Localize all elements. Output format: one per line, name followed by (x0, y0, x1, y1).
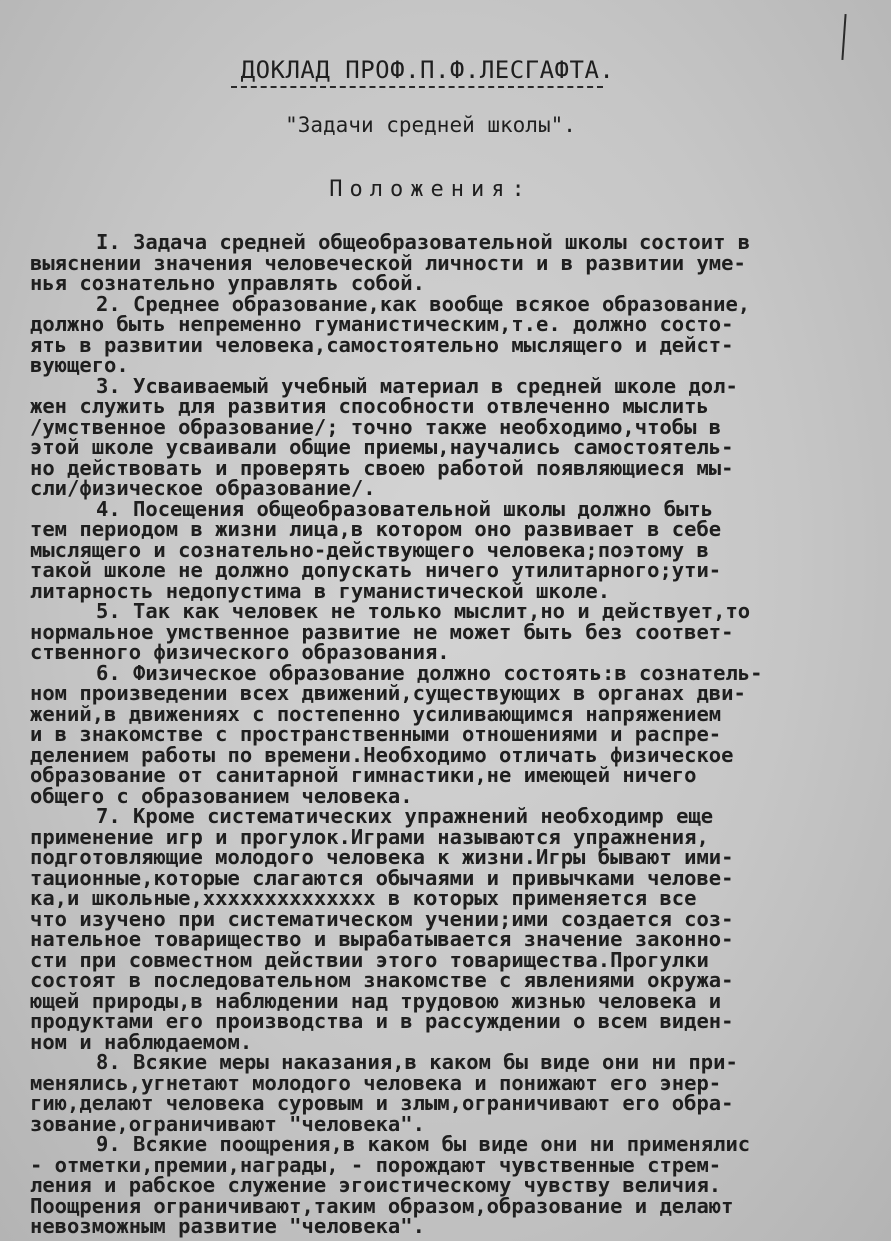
paragraph-line: 5. Так как человек не только мыслит,но и действует,то (96, 599, 751, 623)
paragraph-line: тем периодом в жизни лица,в котором оно развивает в себе (30, 517, 722, 541)
paragraph-line: зование,ограничивают "человека". (30, 1111, 425, 1136)
paragraph (30, 496, 888, 603)
paragraph-line: образование от санитарной гимнастики,не имеющей ничего (30, 763, 697, 787)
document-title: ДОКЛАД ПРОФ.П.Ф.ЛЕСГАФТА. (240, 56, 615, 84)
paragraph-line: вующего. (30, 353, 129, 377)
paragraph-line: 3. Усваиваемый учебный материал в средней школе дол- (96, 373, 738, 398)
paragraph (30, 1052, 888, 1134)
paragraph-line: нья сознательно управлять собой. (30, 271, 425, 295)
paragraph-line: 9. Всякие поощрения,в каком бы виде они ни применялис (96, 1132, 751, 1156)
paragraph (30, 291, 888, 377)
paragraph-line: и в знакомстве с пространственными отношениями и распре- (30, 722, 722, 746)
paragraph (30, 601, 888, 663)
paragraph (30, 806, 888, 1052)
paragraph-line: продуктами его производства и в рассуждении о всем виден- (30, 1009, 734, 1033)
paragraph-line: ном и наблюдаемом. (30, 1029, 253, 1054)
paragraph-line: ления и рабское служение эгоистическому чувству величия. (30, 1173, 722, 1197)
paragraph-line: должно быть непременно гуманистическим,т.е. должно состо- (30, 312, 734, 336)
paragraph (30, 373, 888, 500)
paragraph-line: /умственное образование/; точно также необходимо,чтобы в (30, 414, 722, 439)
paragraph-line: I. Задача средней общеобразовательной школы состоит в (96, 230, 751, 254)
paragraph-line: этой школе усваивали общие приемы,научались самостоятель- (30, 435, 734, 459)
document-subtitle: "Задачи средней школы". (285, 113, 576, 137)
paragraph-line: что изучено при систематическом учении;ими создается соз- (30, 906, 734, 931)
paragraph (30, 232, 888, 294)
margin-pen-mark (841, 14, 846, 60)
paragraph-line: невозможным развитие "человека". (30, 1214, 425, 1238)
paragraph-line: ка,и школьные,хххххххххххххх в которых применяется все (30, 886, 697, 910)
paragraph (30, 1134, 888, 1237)
paragraph-line: мыслящего и сознательно-действующего человека;поэтому в (30, 537, 709, 562)
paragraph-line: ющей природы,в наблюдении над трудовою жизнью человека и (30, 988, 722, 1013)
paragraph-line: делением работы по времени.Необходимо отличать физическое (30, 742, 734, 767)
paragraph-line: - отметки,премии,награды, - порождают чувственные стрем- (30, 1152, 722, 1177)
paragraph-line: сли/физическое образование/. (30, 476, 376, 500)
paragraph-line: 8. Всякие меры наказания,в каком бы виде они ни при- (96, 1050, 738, 1074)
paragraph-line: 4. Посещения общеобразовательной школы должно быть (96, 496, 714, 521)
paragraph-line: жен служить для развития способности отвлеченно мыслить (30, 394, 709, 418)
paragraph-line: ять в развитии человека,самостоятельно мыслящего и дейст- (30, 332, 734, 357)
paragraph-line: тационные,которые слагаются обычаями и привычками челове- (30, 865, 734, 890)
paragraph-line: гию,делают человека суровым и злым,ограничивают его обра- (30, 1091, 734, 1115)
paragraph-line: 6. Физическое образование должно состоять:в сознатель- (96, 660, 763, 685)
paragraph-line: применение игр и прогулок.Играми называются упражнения, (30, 824, 709, 849)
paragraph-line: выяснении значения человеческой личности и в развитии уме- (30, 250, 746, 275)
document-body (30, 232, 888, 1237)
title-underline (231, 86, 603, 88)
paragraph-line: жений,в движениях с постепенно усиливающимся напряжением (30, 701, 722, 726)
paragraph-line: подготовляющие молодого человека к жизни.Игры бывают ими- (30, 845, 734, 869)
paragraph-line: такой школе не должно допускать ничего утилитарного;ути- (30, 558, 722, 582)
section-heading: Положения: (329, 177, 532, 202)
paragraph-line: но действовать и проверять своею работой появляющиеся мы- (30, 455, 734, 480)
paragraph (30, 660, 888, 808)
paragraph-line: ственного физического образования. (30, 640, 450, 664)
paragraph-line: литарность недопустима в гуманистической школе. (30, 578, 611, 603)
paragraph-line: общего с образованием человека. (30, 783, 413, 808)
paragraph-line: 2. Среднее образование,как вообще всякое образование, (96, 291, 751, 316)
paragraph-line: состоят в последовательном знакомстве с явлениями окружа- (30, 968, 734, 992)
document-header (0, 56, 891, 202)
paragraph-line: 7. Кроме систематических упражнений необходимр еще (96, 804, 714, 828)
paragraph-line: менялись,угнетают молодого человека и понижают его энер- (30, 1070, 722, 1095)
paragraph-line: нательное товарищество и вырабатывается значение законно- (30, 927, 734, 951)
paragraph-line: ном произведении всех движений,существующих в органах дви- (30, 681, 746, 705)
paragraph-line: Поощрения ограничивают,таким образом,образование и делают (30, 1193, 734, 1218)
paragraph-line: сти при совместном действии этого товарищества.Прогулки (30, 947, 709, 972)
paragraph-line: нормальное умственное развитие не может быть без соответ- (30, 619, 734, 644)
